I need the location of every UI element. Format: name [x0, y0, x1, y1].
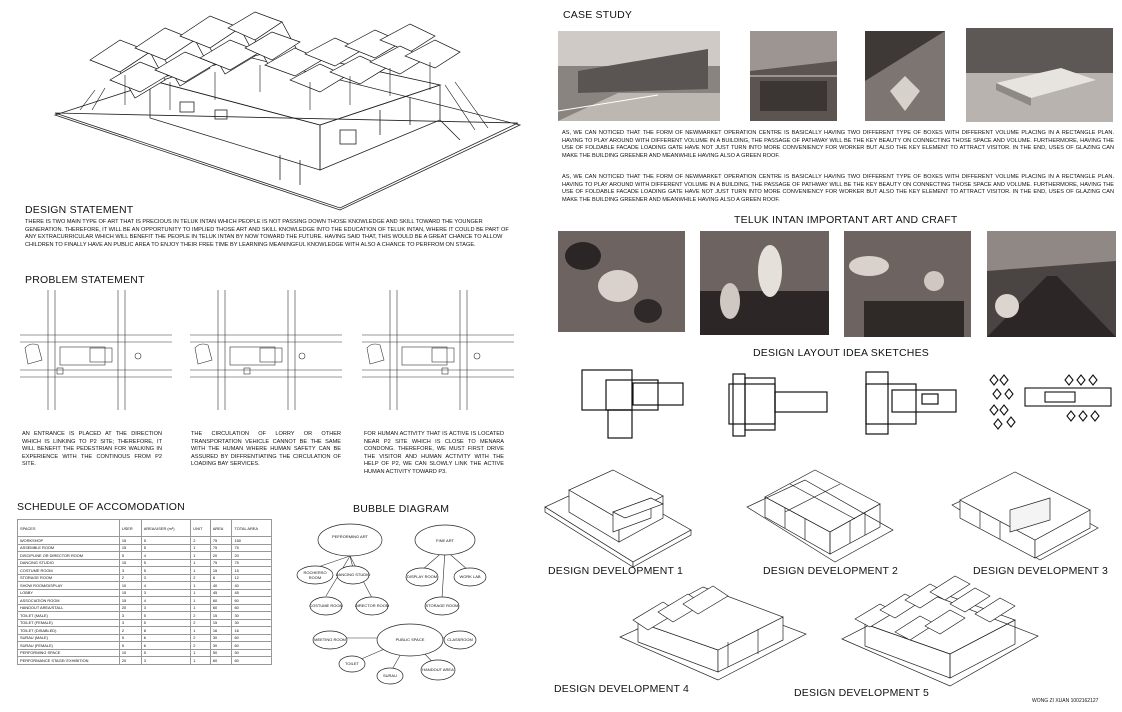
table-cell: DISCIPLINE OR DIRECTOR ROOM [18, 552, 120, 560]
table-cell: 3 [119, 567, 141, 575]
case-study-photo-3 [865, 31, 945, 121]
table-row [18, 544, 272, 552]
table-cell: PERFORMANCE STAGE/ EXHIBITION [18, 657, 120, 665]
table-cell: 40 [210, 582, 232, 590]
case-study-photo-2 [750, 31, 837, 121]
table-row [18, 582, 272, 590]
case-study-photo-1 [558, 31, 720, 121]
table-cell: 50 [210, 649, 232, 657]
table-cell: 1 [191, 552, 211, 560]
table-cell: 10 [119, 649, 141, 657]
table-cell: 15 [232, 567, 272, 575]
table-cell: 3 [141, 589, 191, 597]
bubble-costume-room: COSTUME ROOM [309, 603, 343, 608]
table-cell: 60 [210, 657, 232, 665]
case-study-photo-4 [966, 28, 1113, 122]
bubble-display-room: DISPLAY ROOM [406, 574, 438, 579]
table-cell: 30 [210, 634, 232, 642]
table-cell: STORAGE ROOM [18, 574, 120, 582]
table-cell: TOILET (MALE) [18, 612, 120, 620]
table-cell: ASSOCIATION ROOM [18, 597, 120, 605]
table-cell: COSTUME ROOM [18, 567, 120, 575]
schedule-title: SCHEDULE OF ACCOMODATION [17, 501, 185, 513]
table-cell: PERFORMING SPACE [18, 649, 120, 657]
table-cell: 6 [210, 574, 232, 582]
site-plan-diagram-1 [20, 290, 172, 410]
table-cell: 1 [191, 567, 211, 575]
table-cell: 16 [232, 627, 272, 635]
table-cell: 5 [119, 642, 141, 650]
bubble-meeting-room: MEETING ROOM [314, 637, 346, 642]
table-cell: 1 [191, 627, 211, 635]
table-cell: TOTAL AREA [232, 520, 272, 537]
design-development-1-model [543, 462, 693, 567]
table-cell: 15 [119, 544, 141, 552]
table-row [18, 612, 272, 620]
table-row [18, 642, 272, 650]
table-cell: 5 [141, 649, 191, 657]
problem-statement-title: PROBLEM STATEMENT [25, 274, 145, 286]
table-row [18, 559, 272, 567]
table-cell: HANDOUT AREA/STALL [18, 604, 120, 612]
table-cell: 60 [232, 597, 272, 605]
case-study-paragraph-2: AS, WE CAN NOTICED THAT THE FORM OF NEWMARKET OPERATION CENTRE IS BASICALLY HAVING TWO DIFFERENT TYPE OF BOXES WITH DIFFERENT VOLUME PLACING IN A RECTANGLE PLAN. HAVING TO PLAY AROUND WITH DIFFERENT VOLUME IN A BUILDING, THE PASSAGE OF PATHWAY WILL BE THE KEY BEAUTY ON CONNECTING THOSE SPACE AND VOLUME. FURTHERMORE, HAVING THE USE OF FOLDABLE FACADE LOADING GATE HAVE NOT JUST TURN INTO MORE CONVENIENCY FOR WORKER BUT ALSO THE KEY ELEMENT TO ATTRACT VISITOR. IN THE END, USES OF GLAZING CAN MAKE THE BUILDING GREENER AND MEANWHILE HAVING ALSO A GREEN ROOF. [562, 174, 1114, 203]
table-cell: 60 [232, 634, 272, 642]
main-building-axonometric [50, 10, 530, 215]
design-statement-text: THERE IS TWO MAIN TYPE OF ART THAT IS PRECIOUS IN TELUK INTAN WHICH PEOPLE IS NOT PASSING DOWN THOSE KNOWLEDGE AND SKILL TOWARD THE YOUNGER GENERATION. THEREFORE, IT WILL BE AN OPPORTUNITY TO IMPLIED THOSE ART AND SKILL KNOWLEDGE INTO THE EDUCATION OF TELUK INTAN, WHERE IT COULD BE PART OF ANY EXTRACURRICULAR WHICH WILL BENEFIT THE PEOPLE IN TELUK INTAN BY NOW TOWARD THE FUTURE. HAVING SAID THAT, THIS WOULD BE A GREAT CHANCE TO ALLOW CHILDREN TO FINALLY HAVE AN PUBLIC AREA TO ENJOY THEIR FREE TIME BY LEARNING MEANINGFUL KNOWLEDGE WITH ALSO A CHANCE TO PERFROM ON STAGE. [25, 219, 509, 248]
table-cell: 150 [232, 537, 272, 545]
table-cell: 15 [210, 619, 232, 627]
bubble-public-space: PUBLIC SPACE [395, 637, 425, 642]
table-cell: 4 [141, 552, 191, 560]
table-cell: TOILET (DISABLED) [18, 627, 120, 635]
table-cell: 45 [210, 589, 232, 597]
table-cell: AREA/USER (m²) [141, 520, 191, 537]
table-row [18, 589, 272, 597]
design-development-5-label: DESIGN DEVELOPMENT 5 [794, 687, 930, 699]
table-cell: 30 [210, 642, 232, 650]
table-cell: 15 [119, 559, 141, 567]
table-cell: 60 [232, 604, 272, 612]
table-cell: 1 [191, 604, 211, 612]
table-cell: 20 [232, 552, 272, 560]
table-cell: USER [119, 520, 141, 537]
table-cell: 8 [141, 627, 191, 635]
table-cell: 15 [210, 612, 232, 620]
table-cell: 30 [232, 612, 272, 620]
table-cell: 60 [210, 597, 232, 605]
design-development-2-model [745, 462, 895, 567]
bubble-rehearsal-top: ROCHERSO [303, 570, 327, 575]
bubble-rehearsal-room: ROOM [308, 575, 322, 580]
table-cell: 75 [210, 537, 232, 545]
table-cell: 3 [141, 604, 191, 612]
table-cell: 3 [119, 612, 141, 620]
table-cell: 20 [119, 604, 141, 612]
table-row [18, 552, 272, 560]
design-development-5-model [840, 574, 1040, 689]
table-cell: 3 [119, 619, 141, 627]
design-development-3-label: DESIGN DEVELOPMENT 3 [973, 565, 1109, 577]
table-cell: 30 [232, 619, 272, 627]
design-development-4-label: DESIGN DEVELOPMENT 4 [554, 683, 690, 695]
sketches-title: DESIGN LAYOUT IDEA SKETCHES [753, 347, 929, 359]
bubble-storage-room: STORAGE ROOM [425, 603, 459, 608]
table-cell: 5 [141, 612, 191, 620]
table-cell: 2 [191, 574, 211, 582]
table-cell: 12 [232, 574, 272, 582]
table-cell: 5 [141, 619, 191, 627]
table-cell: 2 [191, 642, 211, 650]
bubble-classroom: CLASSROOM [447, 637, 473, 642]
layout-sketch-4 [985, 372, 1115, 432]
table-row [18, 649, 272, 657]
bubble-toilet: TOILET [345, 661, 359, 666]
table-cell: WORKSHOP [18, 537, 120, 545]
table-cell: 15 [119, 537, 141, 545]
table-cell: 5 [141, 559, 191, 567]
bubble-surau: SURAU [382, 673, 398, 678]
table-cell: 2 [191, 634, 211, 642]
table-cell: SURAU (FEMALE) [18, 642, 120, 650]
art-photo-dancers [700, 231, 829, 335]
table-cell: 75 [232, 544, 272, 552]
table-cell: 2 [119, 627, 141, 635]
art-photo-craft-market [987, 231, 1116, 337]
author-credit: WONG ZI XUAN 1002162127 [1032, 698, 1099, 704]
table-cell: 15 [210, 567, 232, 575]
table-cell: 5 [141, 544, 191, 552]
table-cell: 15 [119, 589, 141, 597]
table-cell: 20 [119, 657, 141, 665]
bubble-work-lab: WORK LAB [459, 574, 481, 579]
table-cell: 6 [141, 642, 191, 650]
table-cell: 1 [191, 657, 211, 665]
table-cell: 50 [232, 649, 272, 657]
table-cell: 4 [141, 582, 191, 590]
bubble-performing-art: PEFRORMING ART [332, 534, 368, 539]
table-row [18, 604, 272, 612]
table-cell: 4 [141, 597, 191, 605]
case-study-paragraph-1: AS, WE CAN NOTICED THAT THE FORM OF NEWMARKET OPERATION CENTRE IS BASICALLY HAVING TWO DIFFERENT TYPE OF BOXES WITH DIFFERENT VOLUME PLACING IN A RECTANGLE PLAN. HAVING TO PLAY AROUND WITH DIFFERENT VOLUME IN A BUILDING, THE PASSAGE OF PATHWAY WILL BE THE KEY BEAUTY ON CONNECTING THOSE SPACE AND VOLUME. FURTHERMORE, HAVING THE USE OF FOLDABLE FACADE LOADING GATE HAVE NOT JUST TURN INTO MORE CONVENIENCY FOR WORKER BUT ALSO THE KEY ELEMENT TO ATTRACT VISITOR. IN THE END, USES OF GLAZING CAN MAKE THE BUILDING GREENER AND MEANWHILE HAVING ALSO A GREEN ROOF. [562, 130, 1114, 159]
layout-sketch-2 [725, 370, 830, 440]
layout-sketch-1 [578, 368, 688, 440]
table-row [18, 597, 272, 605]
art-photo-parade [844, 231, 971, 337]
design-development-1-label: DESIGN DEVELOPMENT 1 [548, 565, 684, 577]
table-cell: 3 [141, 657, 191, 665]
table-cell: 20 [210, 552, 232, 560]
table-cell: 6 [141, 634, 191, 642]
bubble-diagram [290, 518, 525, 708]
table-cell: AREA [210, 520, 232, 537]
table-cell: SHOW ROOM/DISPLAY [18, 582, 120, 590]
schedule-table [17, 519, 272, 665]
table-cell: UNIT [191, 520, 211, 537]
table-cell: TOILET (FEMALE) [18, 619, 120, 627]
table-cell: ASSEMBLE ROOM [18, 544, 120, 552]
table-row [18, 567, 272, 575]
table-cell: 1 [191, 649, 211, 657]
table-cell: 2 [119, 574, 141, 582]
table-cell: SPACES [18, 520, 120, 537]
table-cell: 1 [191, 559, 211, 567]
design-development-3-model [950, 460, 1100, 565]
table-cell: 16 [210, 627, 232, 635]
table-cell: 1 [191, 582, 211, 590]
table-cell: 5 [119, 634, 141, 642]
table-cell: 3 [141, 574, 191, 582]
table-cell: 15 [119, 597, 141, 605]
design-development-2-label: DESIGN DEVELOPMENT 2 [763, 565, 899, 577]
table-cell: 60 [210, 604, 232, 612]
table-cell: DANCING STUDIO [18, 559, 120, 567]
table-cell: 45 [232, 589, 272, 597]
bubble-fine-art: FINE ART [436, 538, 454, 543]
table-row [18, 537, 272, 545]
design-development-4-model [618, 582, 808, 682]
site-plan-diagram-2 [190, 290, 342, 410]
problem-caption-3: FOR HUMAN ACTIVITY THAT IS ACTIVE IS LOCATED NEAR P2 SITE WHICH IS CLOSE TO MENARA CONDONG. THEREFORE, WE MUST FIRST DRIVE THE VISITOR AND HUMAN ACTIVITY WITH THE HELP OF P2, WE CAN SLOWLY LINK THE ACTIVE HUMAN ACTIVITY TOWARD P3. [364, 431, 504, 475]
table-cell: 60 [232, 642, 272, 650]
table-cell: 60 [232, 657, 272, 665]
table-cell: 75 [232, 559, 272, 567]
table-cell: 5 [119, 552, 141, 560]
table-cell: 5 [141, 537, 191, 545]
table-cell: 10 [119, 582, 141, 590]
bubble-handout-area: HANDOUT AREA [422, 667, 454, 672]
table-cell: LOBBY [18, 589, 120, 597]
table-cell: 2 [191, 537, 211, 545]
table-cell: 40 [232, 582, 272, 590]
table-cell: 5 [141, 567, 191, 575]
table-row [18, 627, 272, 635]
table-cell: SURAU (MALE) [18, 634, 120, 642]
table-cell: 1 [191, 544, 211, 552]
table-cell: 2 [191, 612, 211, 620]
site-plan-diagram-3 [362, 290, 514, 410]
layout-sketch-3 [862, 368, 960, 440]
table-cell: 1 [191, 597, 211, 605]
table-row [18, 657, 272, 665]
design-statement-title: DESIGN STATEMENT [25, 204, 134, 216]
table-row [18, 634, 272, 642]
table-cell: 75 [210, 544, 232, 552]
bubble-director-room: DIRECTOR ROOM [354, 603, 390, 608]
case-study-title: CASE STUDY [563, 9, 633, 21]
art-photo-lion-dance [558, 231, 685, 332]
bubble-diagram-title: BUBBLE DIAGRAM [353, 503, 450, 515]
table-cell: 75 [210, 559, 232, 567]
schedule-header-row [18, 520, 272, 537]
problem-caption-1: AN ENTRANCE IS PLACED AT THE DIRECTION WHICH IS LINKING TO P2 SITE; THEREFORE, IT WILL BENEFIT THE PEDESTRIAN FOR WALKING IN EXPERIENCE WITH THE CONTINOUS FROM P2 SITE. [22, 431, 162, 468]
table-cell: 2 [191, 619, 211, 627]
table-row [18, 574, 272, 582]
bubble-dancing-studio: DANCING STUDIO [335, 572, 371, 577]
table-row [18, 619, 272, 627]
problem-caption-2: THE CIRCULATION OF LORRY OR OTHER TRANSPORTATION VEHICLE CANNOT BE THE SAME WITH THE HUMAN WHERE HUMAN SAFETY CAN BE ASSURED BY DIFFRENTIATING THE CIRCULATION OF LOADING BAY SERVICES. [191, 431, 341, 468]
table-cell: 1 [191, 589, 211, 597]
art-craft-title: TELUK INTAN IMPORTANT ART AND CRAFT [734, 214, 958, 226]
